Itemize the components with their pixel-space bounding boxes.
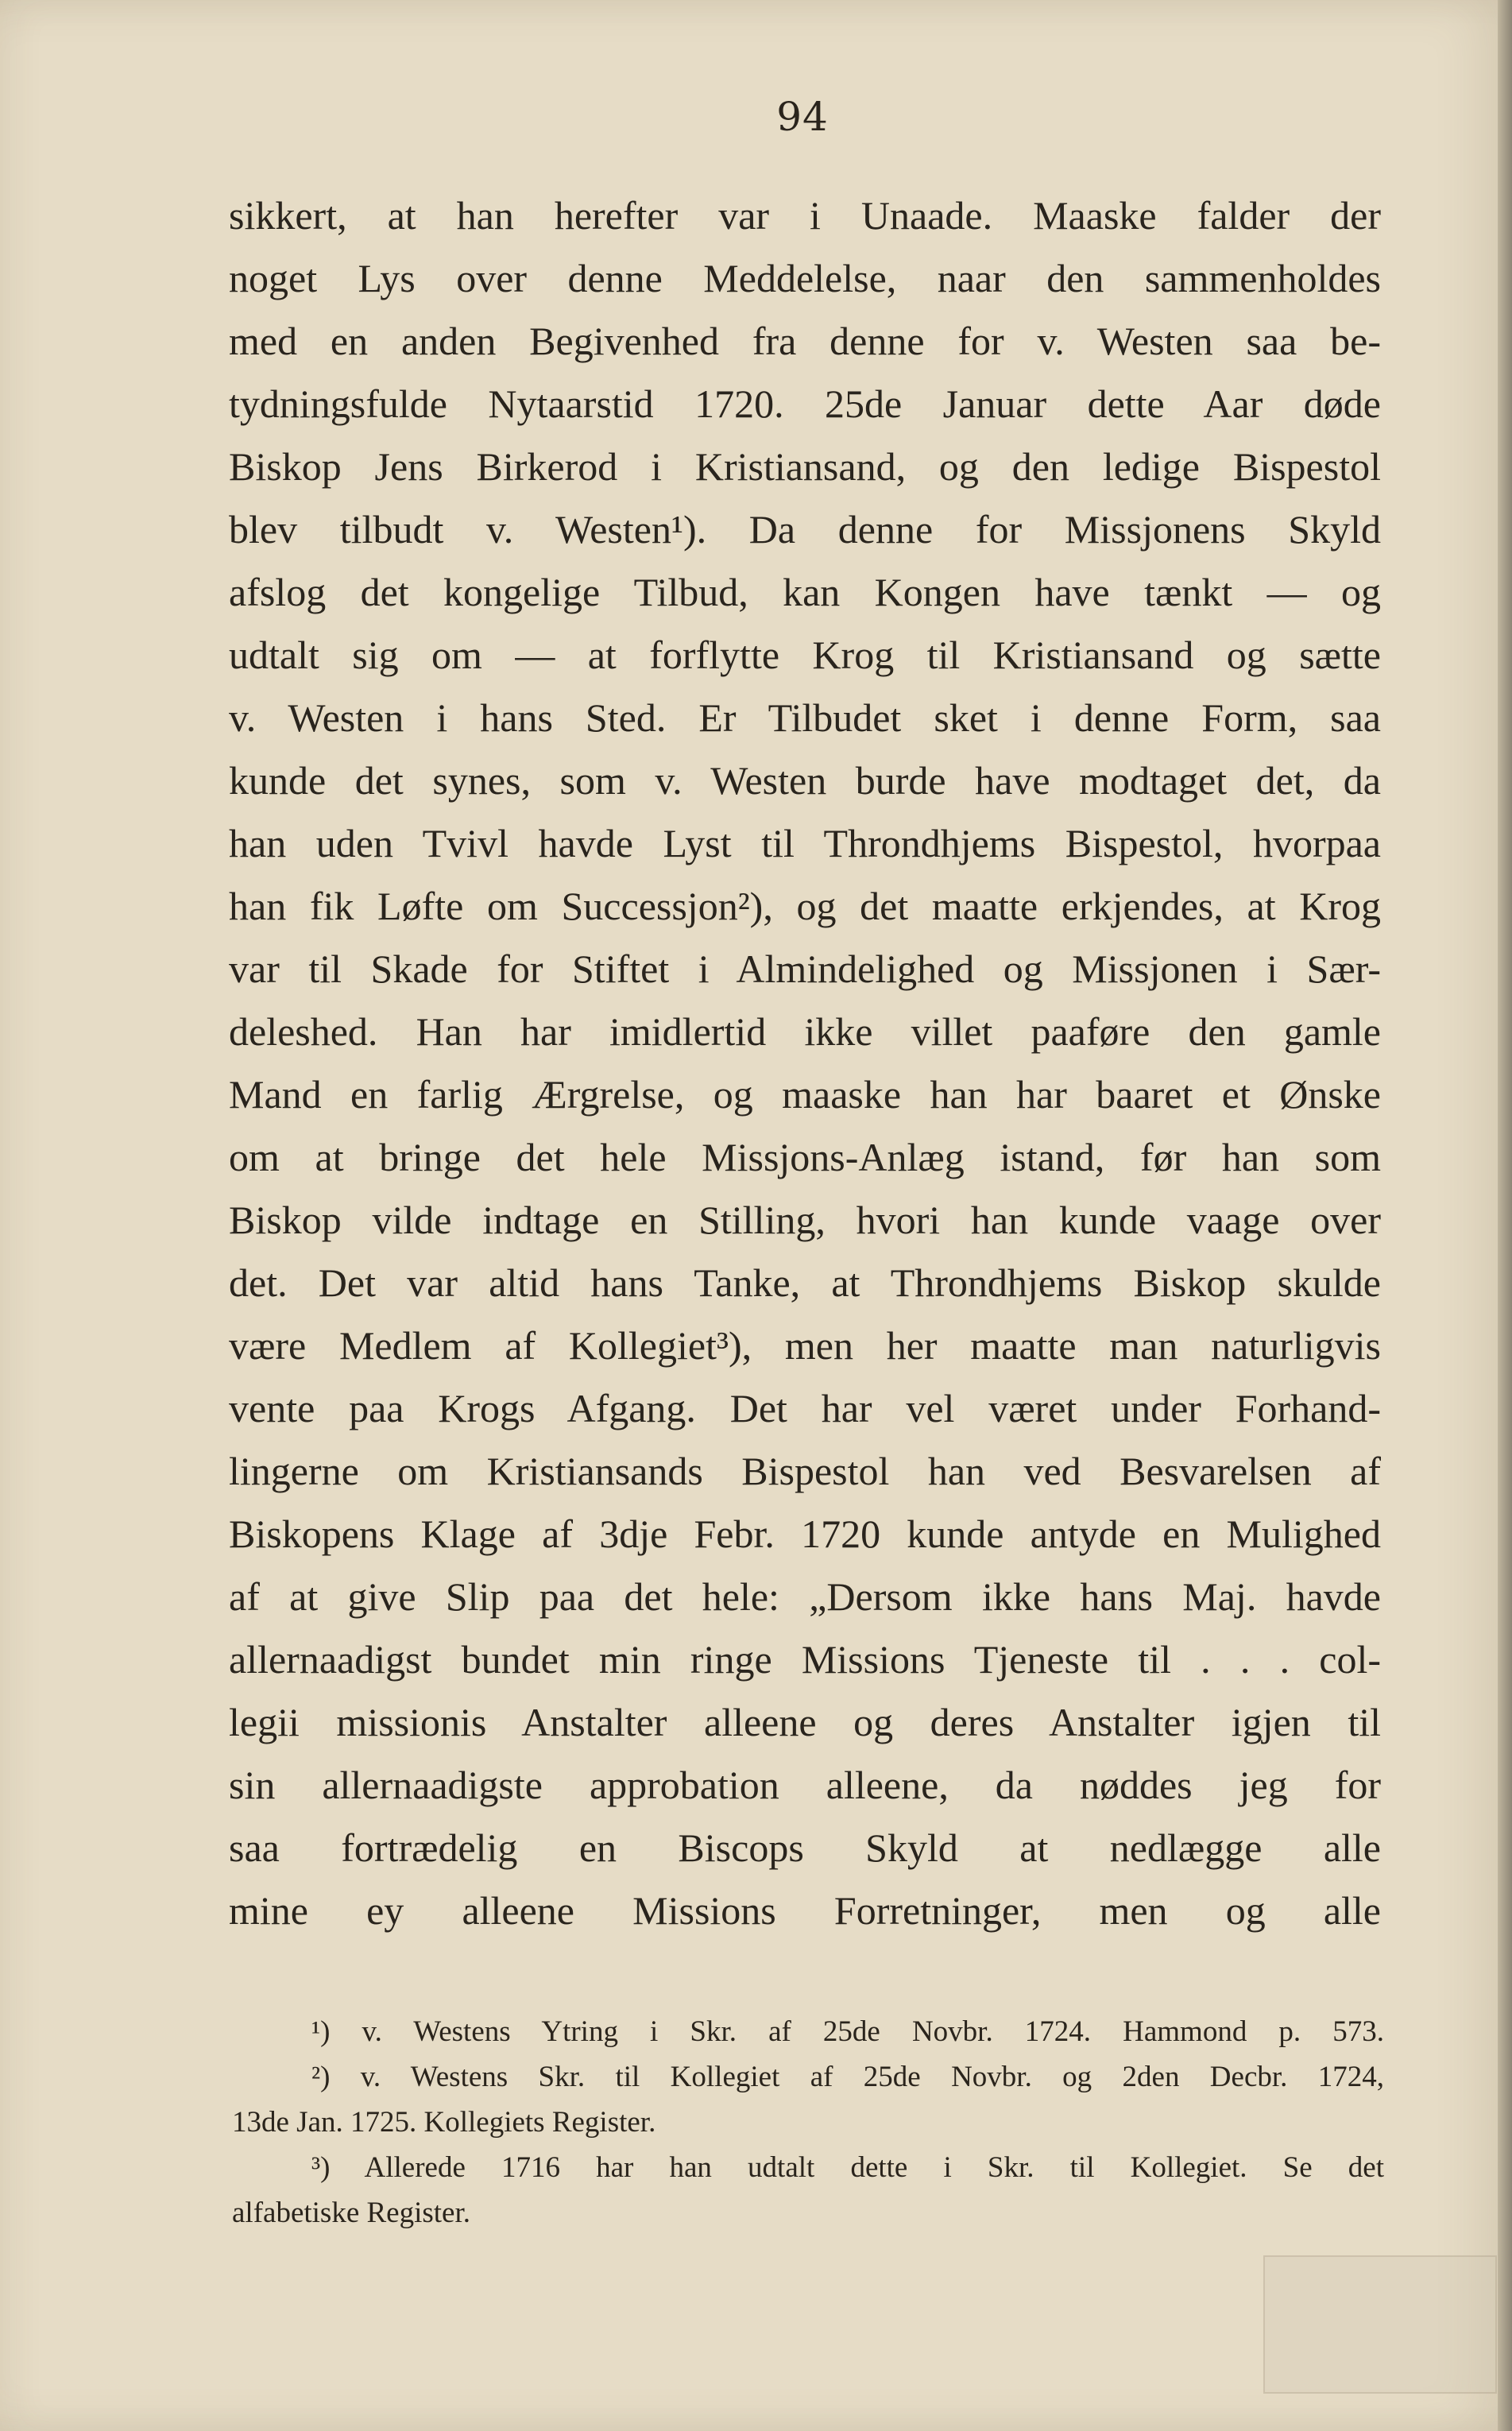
- page-edge-shadow: [1498, 0, 1512, 2431]
- body-line: udtalt sig om — at forflytte Krog til Kristiansand og sætte: [229, 633, 1381, 677]
- body-line: afslog det kongelige Tilbud, kan Kongen have tænkt — og: [229, 570, 1381, 614]
- body-line: blev tilbudt v. Westen¹). Da denne for Missjonens Skyld: [229, 507, 1381, 552]
- body-line: han fik Løfte om Successjon²), og det maatte erkjendes, at Krog: [229, 884, 1381, 928]
- page-number: 94: [776, 94, 829, 140]
- body-line: kunde det synes, som v. Westen burde have modtaget det, da: [229, 758, 1381, 803]
- body-line: Biskopens Klage af 3dje Febr. 1720 kunde antyde en Mulighed: [229, 1512, 1381, 1556]
- body-line: af at give Slip paa det hele: „Dersom ikke hans Maj. havde: [229, 1574, 1381, 1619]
- body-line: var til Skade for Stiftet i Almindelighed og Missjonen i Sær-: [229, 946, 1381, 991]
- body-line: sin allernaadigste approbation alleene, da nøddes jeg for: [229, 1763, 1381, 1807]
- body-line: han uden Tvivl havde Lyst til Throndhjems Bispestol, hvorpaa: [229, 821, 1381, 865]
- footnote-3-continuation: alfabetiske Register.: [232, 2197, 471, 2229]
- body-line: tydningsfulde Nytaarstid 1720. 25de Januar dette Aar døde: [229, 381, 1381, 426]
- footnote-2-continuation: 13de Jan. 1725. Kollegiets Register.: [232, 2106, 656, 2139]
- body-text: [229, 184, 1381, 1942]
- body-line: lingerne om Kristiansands Bispestol han ved Besvarelsen af: [229, 1449, 1381, 1493]
- body-line: legii missionis Anstalter alleene og deres Anstalter igjen til: [229, 1700, 1381, 1744]
- footnote-1: ¹) v. Westens Ytring i Skr. af 25de Novbr. 1724. Hammond p. 573.: [311, 2015, 1384, 2048]
- body-line: deleshed. Han har imidlertid ikke villet paaføre den gamle: [229, 1009, 1381, 1054]
- footnotes: [232, 2009, 1384, 2236]
- body-line: med en anden Begivenhed fra denne for v. Westen saa be-: [229, 319, 1381, 363]
- body-line: saa fortrædelig en Biscops Skyld at nedlægge alle: [229, 1825, 1381, 1870]
- body-line: sikkert, at han herefter var i Unaade. Maaske falder der: [229, 193, 1381, 238]
- body-line: vente paa Krogs Afgang. Det har vel været under Forhand-: [229, 1386, 1381, 1430]
- body-line: Biskop vilde indtage en Stilling, hvori han kunde vaage over: [229, 1198, 1381, 1242]
- footnote-3: ³) Allerede 1716 har han udtalt dette i Skr. til Kollegiet. Se det: [311, 2151, 1384, 2184]
- body-line: allernaadigst bundet min ringe Missions Tjeneste til . . . col-: [229, 1637, 1381, 1682]
- body-line: mine ey alleene Missions Forretninger, men og alle: [229, 1888, 1381, 1933]
- body-line: noget Lys over denne Meddelelse, naar den sammenholdes: [229, 256, 1381, 300]
- paper-stain: [1263, 2255, 1497, 2394]
- body-line: være Medlem af Kollegiet³), men her maatte man naturligvis: [229, 1323, 1381, 1368]
- body-line: v. Westen i hans Sted. Er Tilbudet sket i denne Form, saa: [229, 695, 1381, 740]
- footnote-2: ²) v. Westens Skr. til Kollegiet af 25de Novbr. og 2den Decbr. 1724,: [311, 2061, 1384, 2093]
- body-line: det. Det var altid hans Tanke, at Throndhjems Biskop skulde: [229, 1260, 1381, 1305]
- body-line: Mand en farlig Ærgrelse, og maaske han har baaret et Ønske: [229, 1072, 1381, 1117]
- body-line: om at bringe det hele Missjons-Anlæg istand, før han som: [229, 1135, 1381, 1179]
- body-line: Biskop Jens Birkerod i Kristiansand, og den ledige Bispestol: [229, 444, 1381, 489]
